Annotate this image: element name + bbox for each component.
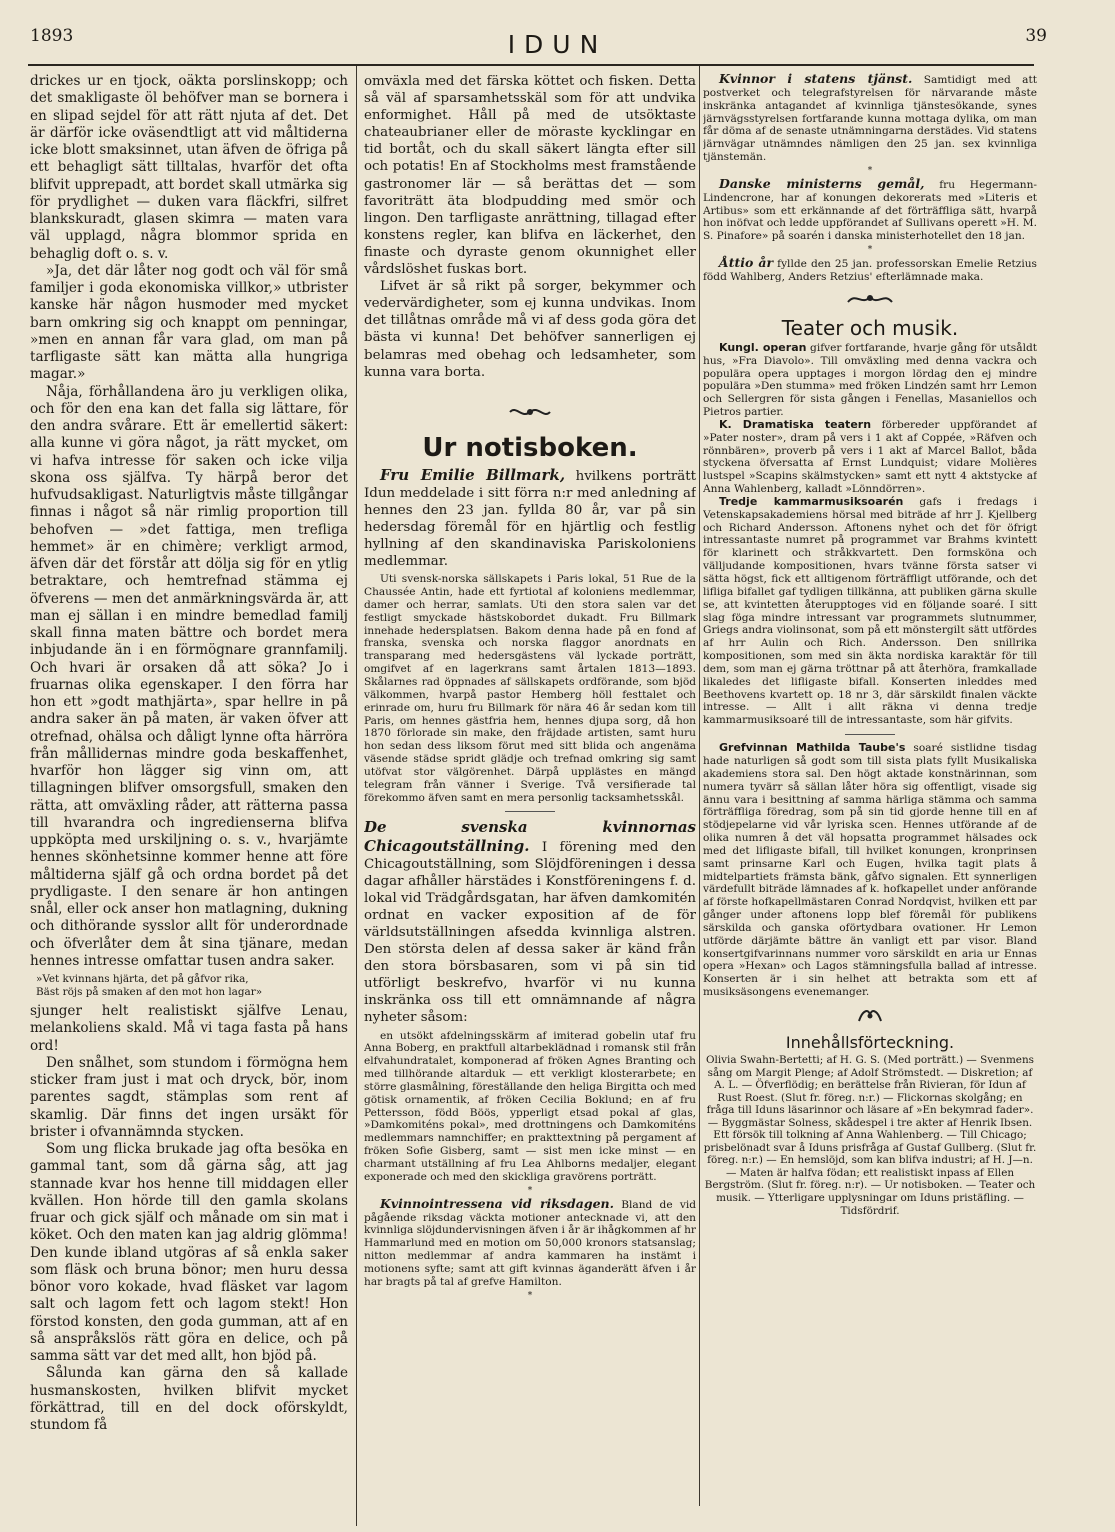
section-heading-notisboken: Ur notisboken. xyxy=(422,432,638,463)
notice-billmark: Fru Emilie Billmark, hvilkens porträtt Idun meddelade i sitt förra n:r med anledning af hennes den 23 jan. fyllda 80 år, var på sin hedersdag föremål för en hjärtlig och festlig hyllning af den skandinaviska Pariskoloniens medlemmar. xyxy=(364,465,696,570)
paragraph: Nåja, förhållandena äro ju verkligen olika, och för den ena kan det falla sig lättare, för den andra svårare. Ett är emellertid säkert: alla kunne vi göra något, ja rätt mycket, om vi hafva intresse för saken och icke vilja skona oss själfva. Ty härpå beror det hufvudsakligast. Naturligtvis måste tillgångar finnas i något så när rimlig proportion till behofven — »det fattiga, men trefliga hemmet» är en chimère; verkligt armod, äfven där det förstår att dölja sig för en ytlig betraktare, och hemtrefnad stämma ej öfverens — men det anmärkningsvärda är, att man ej sällan i en mindre bemedlad familj skall finna maten bättre och bordet mera inbjudande än i en förmögnare grannfamilj. Och hvari är orsaken då att söka? Jo i fruarnas olika egenskaper. I den förra har hon ett »godt mathjärta», spar hellre in på andra saker än på maten, är vaken öfver att otrefnad, ohälsa och dåligt lynne ofta härröra från mållidernas mindre goda beskaffenhet, hvarför hon lägger sig vinn om, att tillagningen blifver omsorgsfull, smaken den rätta, att omväxling råder, att rätterna passa till hvarandra och ingredienserna blifva uppköpta med urskiljning o. s. v., hvarjämte hennes skönhetsinne kommer henne att före måltiderna själf gå och ordna bordet på det prydligaste. I den senare är hon antingen snål, eller ock anser hon matlagning, dukning och dithörande sysslor allt för underordnade och öfverlåter dem åt sina tjänare, medan hennes intresse omfattar tusen andra saker. xyxy=(30,383,348,969)
notice-riksdagen: Kvinnointressena vid riksdagen. Bland de vid pågående riksdag väckta motioner antecknade vi, att den kvinnliga slöjdundervisningen äfven i år är ihågkommen af hr Hammarlund med en motion om 50,000 kronors statsanslag; nitton medlemmar af andra kammaren ha instämt i motionens syfte; samt att gift kvinnas äganderätt äfven i år har bragts på tal af grefve Hamilton. xyxy=(364,1195,696,1288)
column-divider xyxy=(356,66,357,1526)
paragraph: sjunger helt realistiskt själfve Lenau, melankoliens skald. Må vi taga fasta på hans ord! xyxy=(30,1003,348,1054)
column-1 xyxy=(30,73,348,1525)
page-number: 39 xyxy=(1025,26,1047,46)
notice-attio: Åttio år fyllde den 25 jan. professorskan Emelie Retzius född Wahlberg, Anders Retzius' efterlämnade maka. xyxy=(703,255,1037,283)
notice-title: Danske ministerns gemål, xyxy=(719,175,925,191)
notice-chicago: De svenska kvinnornas Chicagoutställning. I förening med den Chicagoutställning, som Slöjdföreningen i dessa dagar afhåller härstädes i Konstföreningens f. d. lokal vid Trädgårdsgatan, har äfven damkomitén ordnat en vacker exposition af de för världsutställningen afsedda kvinnliga alstren. Den största delen af dessa saker är känd från den stora börsbasaren, som vi på sin tid utförligt beskrefvo, hvarför vi nu kunna inskränka oss till ett omnämnande af några nyheter såsom: xyxy=(364,818,696,1026)
paragraph: Som ung flicka brukade jag ofta besöka en gammal tant, som då gärna såg, att jag stannade kvar hos henne till middagen eller kvällen. Hon hörde till den gamla skolans fruar och gick själf och månade om sin mat i köket. Och den maten kan jag aldrig glömma! Den kunde ibland utgöras af så enkla saker som fläsk och bruna bönor; men huru dessa bönor voro kokade, hvad fläsket var lagom salt och lagom fett och lagom stekt! Hon förstod konsten, den goda gumman, att af en så anspråkslös rätt göra en delice, och på samma sätt var det med allt, hon bjöd på. xyxy=(30,1141,348,1364)
column-2 xyxy=(364,73,696,1503)
teater-item: Tredje kammarmusiksoarén gafs i fredags i Vetenskapsakademiens hörsal med biträde af hrr J. Kjellberg och Richard Andersson. Aftonens nyhet och det för öfrigt intressantaste numret på programmet var Brahms kvintett för klarinett och stråkkvartett. Den formsköna och välljudande kompositionen, hvars tvänne första satser vi sätta högst, fick ett alltigenom förträffligt utförande, och det lifliga bifallet gaf tydligen tillkänna, att publiken gärna skulle se, att kvintetten återupptoges vid en följande soaré. I sitt slag föga mindre intressant var programmets slutnummer, Griegs andra violinsonat, som på ett mönstergilt sätt utfördes af hrr Aulin och Rich. Andersson. Den snillrika kompositionen, som med sin äkta nordiska karaktär för till dem, som man ej gärna tröttnar på att återhöra, framkallade likaledes det lifligaste bifall. Konserten inleddes med Beethovens kvartett op. 18 nr 3, där särskildt finalen väckte intresse. — Allt i allt räkna vi denna tredje kammarmusiksoaré till de intressantaste, som här gifvits. xyxy=(703,494,1037,727)
table-of-contents: Olivia Swahn-Bertetti; af H. G. S. (Med porträtt.) — Svenmens sång om Margit Plenge; af Adolf Strömstedt. — Diskretion; af A. L. — Öfverflödig; en berättelse från Rivieran, för Idun af Rust Roest. (Slut fr. föreg. n:r.) — Flickornas skolgång; en fråga till Iduns läsarinnor och läsare af »En bekymrad fader». — Byggmästar Solness, skådespel i tre akter af Henrik Ibsen. Ett försök till tolkning af Anna Wahlenberg. — Till Chicago; prisbelönadt svar å Iduns prisfråga af Gustaf Gullberg. (Slut fr. föreg. n:r.) — En hemslöjd, som kan blifva industri; af H. J—n. — Maten är halfva födan; ett realistiskt inpass af Ellen Bergström. (Slut fr. föreg. n:r). — Ur notisboken. — Teater och musik. — Ytterligare upplysningar om Iduns pristäfling. — Tidsfördrif. xyxy=(703,1054,1037,1217)
item-lead: Grefvinnan Mathilda Taube's xyxy=(719,741,906,755)
notice-title: De svenska kvinnornas Chicagoutställning. xyxy=(364,818,696,855)
star-separator-icon: * xyxy=(867,165,873,176)
ornament-icon xyxy=(703,290,1037,314)
paragraph: »Ja, det där låter nog godt och väl för små familjer i goda ekonomiska villkor,» utbrister kanske här någon husmoder med mycket barn omkring sig och knappt om penningar, »men en annan får vara glad, om man på tarfligaste sätt kan mätta alla hungriga magar.» xyxy=(30,262,348,383)
notice-title: Fru Emilie Billmark, xyxy=(380,465,566,484)
star-separator-icon: * xyxy=(867,245,873,256)
notice-chicago-details: en utsökt afdelningsskärm af imiterad gobelin utaf fru Anna Boberg, en praktfull altarbeklädnad i romansk stil från elfvahundratalet, komponerad af fröken Agnes Branting och med tillhörande altarduk — ett verkligt klosterarbete; en större glasmålning, föreställande den heliga Birgitta och med götisk ornamentik, af fröken Cecilia Boklund; en af fru Pettersson, född Böös, ypperligt etsad pokal af glas, »Damkomiténs pokal», med drottningens och Damkomiténs medlemmars namnchiffer; en prakttextning på pergament af fröken Sofie Gisberg, samt — sist men icke minst — en charmant utställning af fru Lea Ahlborns medaljer, elegant exponerade och med den skickliga gravörens porträtt. xyxy=(364,1029,696,1183)
poem-quote: »Vet kvinnans hjärta, det på gåfvor rika, Bäst röjs på smaken af den mot hon lagar» xyxy=(36,973,263,998)
section-heading-innehall: Innehållsförteckning. xyxy=(785,1033,955,1052)
notice-danske: Danske ministerns gemål, fru Hegermann-Lindencrone, har af konungen dekorerats med »Literis et Artibus» som ett erkännande af det förträffliga sätt, hvarpå hon inöfvat och ledde uppförandet af Sullivans operett »H. M. S. Pinafore» på soarén i danska ministerhotellet den 18 jan. xyxy=(703,175,1037,243)
notice-title: Kvinnointressena vid riksdagen. xyxy=(380,1195,614,1211)
header-rule xyxy=(28,64,1034,66)
notice-title: Åttio år xyxy=(719,255,774,271)
notice-statens: Kvinnor i statens tjänst. Samtidigt med att postverket och telegrafstyrelsen för närvarande måste inskränka antagandet af kvinnliga tjänstesökande, synes järnvägsstyrelsen fortfarande kunna mottaga dylika, om man får döma af de senaste utnämningarna derstädes. Vid statens järnvägar utnämndes nämligen den 25 jan. sex kvinnliga tjänstemän. xyxy=(703,73,1037,164)
section-heading-teater: Teater och musik. xyxy=(781,315,959,340)
divider xyxy=(505,811,555,812)
item-lead: Tredje kammarmusiksoarén xyxy=(719,494,904,508)
divider xyxy=(845,734,895,735)
masthead-title: IDUN xyxy=(507,30,608,59)
paragraph: Den snålhet, som stundom i förmögna hem sticker fram just i mat och dryck, bör, inom parentes sagdt, stämplas som rent af skamlig. Där finns det ingen ursäkt för brister i ofvannämnda stycken. xyxy=(30,1054,348,1140)
teater-item: Grefvinnan Mathilda Taube's soaré sistlidne tisdag hade naturligen så godt som till sista plats fyllt Musikaliska akademiens stora sal. Den högt aktade konstnärinnan, som numera tyvärr så sällan låter höra sig offentligt, visade sig ännu vara i besittning af samma härliga stämma och samma förträffliga föredrag, som på sin tid gjorde henne till en af stödjepelarne vid vår lyriska scen. Hennes utförande af de olika numren å det väl hopsatta programmet hälsades ock med det lifligaste bifall, till hvilket konungen, kronprinsen samt prinsarne Karl och Eugen, hvilka tagit plats å midtelpartiets främsta bänk, gåfvo signalen. Ett synnerligen värdefullt biträde lämnades af k. hofkapellet under anförande af förste hofkapellmästaren Conrad Nordqvist, hvilken ett par gånger under aftonens lopp blef föremål för publikens särskilda och ganska oförtydbara ovationer. Hr Lemon utförde därjämte bättre än vanligt ett par visor. Bland konsertgifvarinnans nummer voro särskildt en aria ur Ennas opera »Hexan» och Lagos stämningsfulla ballad af intresse. Konserten är i sin helhet att betrakta som ett af musiksäsongens evenemanger. xyxy=(703,741,1037,999)
teater-item: K. Dramatiska teatern förbereder uppförandet af »Pater noster», dram på vers i 1 akt af Coppée, »Räfven och rönnbären», proverb på vers i 1 akt af Marcel Ballot, båda styckena öfversatta af Ernst Lundquist; vidare Molières lustspel »Scapins skälmstycken» samt ett nytt 4 aktstycke af Anna Wahlenberg, kalladt »Lönndörren». xyxy=(703,417,1037,496)
paragraph: drickes ur en tjock, oäkta porslinskopp; och det smakligaste öl behöfver man se bornera i en slipad sejdel för att rätt njuta af det. Det är därför icke oväsendtligt att vid måltiderna icke blott smaksinnet, utan äfven de öfriga på ett behagligt sätt tilltalas, hvarför det ofta blifvit upprepadt, att bordet skall utmärka sig för prydlighet — duken vara fläckfri, silfret blankskuradt, glasen skimra — maten vara väl upplagd, några blommor sprida en behaglig doft o. s. v. xyxy=(30,73,348,262)
teater-item: Kungl. operan gifver fortfarande, hvarje gång för utsåldt hus, »Fra Diavolo». Till omväxling med denna vackra och populära opera upptages i morgon lördag den ej mindre populära »Den stumma» med fröken Lindzén samt hrr Lemon och Sellergren för sista gången i Fenellas, Masaniellos och Pietros partier. xyxy=(703,340,1037,419)
notice-title: Kvinnor i statens tjänst. xyxy=(719,73,913,86)
paragraph: Sålunda kan gärna den så kallade husmanskosten, hvilken blifvit mycket förkättrad, till en del dock oförskyldt, stundom få xyxy=(30,1365,348,1433)
paragraph: omväxla med det färska köttet och fisken. Detta så väl af sparsamhetsskäl som för att undvika enformighet. Håll på med de utsöktaste chateaubrianer eller de möraste kycklingar en tid bortåt, och du skall säkert längta efter sill och potatis! En af Stockholms mest framstående gastronomer lär — så berättas det — som favoriträtt äta blodpudding med smör och lingon. Den tarfligaste anrättning, tillagad efter konstens regler, kan blifva en läckerhet, den finaste och dyraste genom okunnighet eller vårdslöshet fuskas bort. xyxy=(364,74,696,278)
column-3 xyxy=(703,73,1037,1513)
item-lead: K. Dramatiska teatern xyxy=(719,417,872,431)
ornament-icon xyxy=(703,1005,1037,1029)
ornament-icon xyxy=(364,403,696,427)
notice-billmark-details: Uti svensk-norska sällskapets i Paris lokal, 51 Rue de la Chaussée Antin, hade ett fyrtiotal af koloniens medlemmar, damer och herrar, samlats. Uti den stora salen var det festligt smyckade hästskobordet dukadt. Fru Billmark innehade hedersplatsen. Bakom denna hade på en fond af franska, svenska och norska flaggor anordnats en transparang med hedersgästens väl lyckade porträtt, omgifvet af en lagerkrans samt årtalen 1813—1893. Skålarnes rad öppnades af sällskapets ordförande, som bjöd välkommen, hvarpå pastor Hemberg höll festtalet och erinrade om, huru fru Billmark för nära 46 år sedan kom till Paris, om hennes gästfria hem, hennes djupa sorg, då hon 1870 förlorade sin make, den fräjdade artisten, samt huru hon sedan dess liksom förut med sitt blida och angenäma väsende städse spridt glädje och trefnad omkring sig samt utöfvat stor välgörenhet. Därpå upplästes en mängd telegram från vänner i Sverige. Två versifierade tal förekommo äfven samt en mera personlig tacksamhetsskål. xyxy=(364,573,696,804)
item-lead: Kungl. operan xyxy=(719,340,807,354)
star-separator-icon: * xyxy=(527,1185,533,1196)
column-divider xyxy=(699,66,700,1506)
star-separator-icon: * xyxy=(527,1290,533,1301)
page-year: 1893 xyxy=(30,26,74,46)
paragraph: Lifvet är så rikt på sorger, bekymmer och vedervärdigheter, som ej kunna undvikas. Inom det tillåtnas område må vi af dess goda göra det bästa vi kunna! Det behöfver sannerligen ej belamras med obehag och ledsamheter, som kunna vara borta. xyxy=(364,279,696,380)
